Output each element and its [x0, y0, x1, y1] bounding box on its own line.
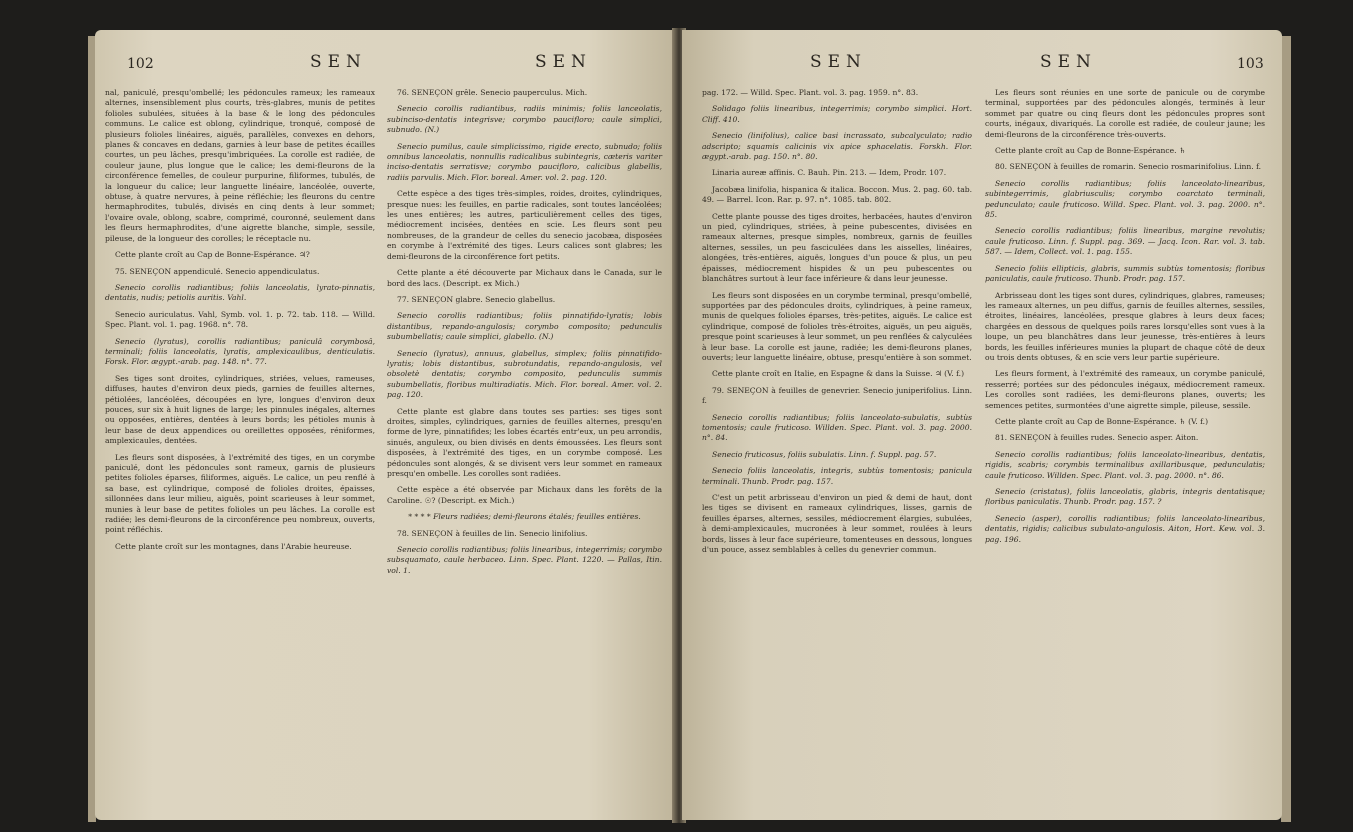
paragraph: Senecio foliis ellipticis, glabris, summis subtùs tomentosis; floribus paniculatis, caule fruticoso. Thunb. Prodr. pag. 157.	[985, 263, 1265, 284]
left-page-number: 102	[127, 56, 154, 72]
paragraph: Senecio (asper), corollis radiantibus; foliis lanceolato-linearibus, dentatis, rigidis; calicibus subulato-angulosis. Aiton, Hort. Kew. vol. 3. pag. 196.	[985, 513, 1265, 544]
paragraph: Cette plante a été découverte par Michaux dans le Canada, sur le bord des lacs. (Descript. ex Mich.)	[387, 268, 662, 288]
paragraph: Cette espèce a des tiges très-simples, roides, droites, cylindriques, presque nues: les feuilles, en partie radicales, sont toutes lancéolées; les unes entières; les autres, particulièrement celles des tiges, médiocrement incisées, dentées en scie. Les fleurs sont peu nombreuses, de la grandeur de celles du senecio jacobæa, disposées en corymbe à l'extrémité des tiges. Leurs calices sont glabres; les demi-fleurons de la circonférence fort petits.	[387, 189, 662, 261]
right-column-2	[985, 88, 1265, 551]
paragraph: Les fleurs forment, à l'extrémité des rameaux, un corymbe paniculé, resserré; portées sur des pédoncules inégaux, médiocrement rameux. Les corolles sont radiées, les demi-fleurons planes, ouverts; les semences petites, surmontées d'une aigrette simple, pileuse, sessile.	[985, 369, 1265, 410]
entry-heading: 81. SENEÇON à feuilles rudes. Senecio asper. Aiton.	[995, 433, 1199, 443]
paragraph: Senecio auriculatus. Vahl, Symb. vol. 1. p. 72. tab. 118. — Willd. Spec. Plant. vol. 1. pag. 1968. n°. 78.	[105, 309, 375, 330]
paragraph: Senecio fruticosus, foliis subulatis. Linn. f. Suppl. pag. 57.	[712, 449, 937, 459]
paragraph: Ses tiges sont droites, cylindriques, striées, velues, rameuses, diffuses, hautes d'environ deux pieds, garnies de feuilles alternes, pétiolées, lancéolées, découpées en lyre, longues d'environ deux pouces, sur six à huit lignes de large; les pinnules inégales, alternes ou opposées, entières, dentées à leurs bords; les pétioles munis à leur base de deux appendices ou oreillettes opposées, réniformes, amplexicaules, dentées.	[105, 373, 375, 446]
entry-heading: 79. SENEÇON à feuilles de genevrier. Senecio juniperifolius. Linn. f.	[702, 385, 972, 406]
left-column-1	[105, 88, 375, 558]
right-page-edges	[1281, 36, 1291, 822]
paragraph: Senecio corollis radiantibus; foliis lanceolatis, lyrato-pinnatis, dentatis, nudis; petiolis auritis. Vahl.	[105, 282, 375, 303]
paragraph: Senecio corollis radiantibus; foliis lanceolato-subulatis, subtùs tomentosis; caule fruticoso. Willden. Spec. Plant. vol. 3. pag. 2000. n°. 84.	[702, 412, 972, 443]
paragraph: Senecio pumilus, caule simplicissimo, rigide erecto, subnudo; foliis omnibus lanceolatis, nonnullis radicalibus subintegris, cæteris variter inciso-dentatis serratisve; corymbo paucifloro, calicibus glabellis, radiis parvulis. Mich. Flor. boreal. Amer. vol. 2. pag. 120.	[387, 141, 662, 182]
entry-heading: 75. SENEÇON appendiculé. Senecio appendiculatus.	[115, 266, 320, 276]
paragraph: Cette plante croît au Cap de Bonne-Espérance. ♄	[995, 146, 1186, 156]
paragraph: Cette espèce a été observée par Michaux dans les forêts de la Caroline. ☉? (Descript. ex Mich.)	[387, 485, 662, 505]
paragraph: Senecio (lyratus), corollis radiantibus; paniculâ corymbosâ, terminali; foliis lanceolatis, lyratis, amplexicaulibus, denticulatis. Forsk. Flor. ægypt.-arab. pag. 148. n°. 77.	[105, 336, 375, 367]
paragraph: Senecio corollis radiantibus, radiis minimis; foliis lanceolatis, subinciso-dentatis integrisve; corymbo paucifloro; caule simplici, subnudo. (N.)	[387, 104, 662, 135]
entry-heading: 78. SENEÇON à feuilles de lin. Senecio linifolius.	[397, 528, 588, 538]
paragraph: Solidago foliis linearibus, integerrimis; corymbo simplici. Hort. Cliff. 410.	[702, 104, 972, 124]
paragraph: Senecio corollis radiantibus; foliis linearibus, integerrimis; corymbo subsquamato, caule herbaceo. Linn. Spec. Plant. 1220. — Pallas, Itin. vol. 1.	[387, 545, 662, 575]
paragraph: Jacobæa linifolia, hispanica & italica. Boccon. Mus. 2. pag. 60. tab. 49. — Barrel. Icon. Rar. p. 97. n°. 1085. tab. 802.	[702, 184, 972, 205]
paragraph: Cette plante croît en Italie, en Espagne & dans la Suisse. ♃ (V. f.)	[712, 369, 965, 379]
paragraph: Cette plante croît au Cap de Bonne-Espérance. ♃?	[115, 250, 310, 260]
right-page	[682, 30, 1282, 820]
paragraph: Les fleurs sont disposées, à l'extrémité des tiges, en un corymbe paniculé, dont les pédoncules sont rameux, garnis de plusieurs petites folioles éparses, filiformes, aiguës. Le calice, un peu renflé à sa base, est cylindrique, composé de folioles droites, épaisses, sillonnées dans leur milieu, aiguës, point scarieuses à leur sommet, munies à leur base de petites folioles un peu lâches. La corolle est radiée; les demi-fleurons de la circonférence peu nombreux, ouverts, point réfléchis.	[105, 452, 375, 535]
paragraph: nal, paniculé, presqu'ombellé; les pédoncules rameux; les rameaux alternes, insensiblement plus courts, très-glabres, munis de petites folioles subulées, situées à la base & le long des pédoncules communs. Le calice est oblong, cylindrique, tronqué, composé de plusieurs folioles linéaires, aiguës, parallèles, convexes en dehors, planes & concaves en dedans, garnies à leur base de petites écailles courtes, un peu lâches, presqu'imbriquées. La corolle est radiée, de couleur jaune, plus longue que le calice; les demi-fleurons de la circonférence femelles, de couleur purpurine, filiformes, tubulés, de la longueur du calice; leur languette linéaire, lancéolée, ouverte, obtuse, à quatre nervures, à peine réfléchie; les fleurons du centre hermaphrodites, tubulés, divisés en cinq dents à leur sommet; l'ovaire ovale, oblong, scabre, comprimé, couronné, seulement dans les fleurs hermaphrodites, d'une aigrette blanche, simple, sessile, pileuse, de la longueur des corolles; le réceptacle nu.	[105, 88, 375, 243]
right-column-1	[702, 88, 972, 561]
entry-heading: 77. SENEÇON glabre. Senecio glabellus.	[397, 294, 556, 304]
paragraph: Senecio corollis radiantibus; foliis lanceolato-linearibus, subintegerrimis, glabriusculis; corymbo coarctato terminali, pedunculato; caule fruticoso. Willd. Spec. Plant. vol. 3. pag. 2000. n°. 85.	[985, 178, 1265, 220]
paragraph: Senecio (cristatus), foliis lanceolatis, glabris, integris dentatisque; floribus paniculatis. Thunb. Prodr. pag. 157. ?	[985, 487, 1265, 507]
paragraph: Cette plante est glabre dans toutes ses parties: ses tiges sont droites, simples, cylindriques, garnies de feuilles alternes, presqu'en forme de lyre, pinnatifides; les lobes écartés entr'eux, un peu arrondis, sinués, anguleux, ou bien divisés en dents émoussées. Les fleurs sont disposées, à l'extrémité des tiges, en un corymbe composé. Les pédoncules sont alongés, & se divisent vers leur sommet en rameaux presqu'en ombelle. Les corolles sont radiées.	[387, 406, 662, 478]
paragraph: Senecio (linifolius), calice basi incrassato, subcalyculato; radio adscripto; squamis calicinis vix apice sphacelatis. Forskh. Flor. ægypt.-arab. pag. 150. n°. 80.	[702, 131, 972, 162]
left-running-head-1: SEN	[310, 52, 367, 72]
paragraph: Arbrisseau dont les tiges sont dures, cylindriques, glabres, rameuses; les rameaux alternes, un peu diffus, garnis de feuilles alternes, sessiles, étroites, linéaires, lancéolées, presque glabres à leurs deux faces; chargées en dessous de quelques poils rares lorsqu'elles sont vues à la loupe, un peu blanchâtres dans leur jeunesse, très-entières à leurs bords, les feuilles inférieures munies la plupart de chaque côté de deux ou trois dents obtuses, & en scie vers leur partie supérieure.	[985, 290, 1265, 362]
right-running-head-2: SEN	[1040, 52, 1097, 72]
entry-heading: 76. SENEÇON grêle. Senecio pauperculus. Mich.	[397, 88, 588, 97]
paragraph: Senecio (lyratus), annuus, glabellus, simplex; foliis pinnatifido-lyratis; lobis distantibus, subrotundatis, repando-angulosis, vel obsoletè dentatis; corymbo composito, pedunculis summis subumbellatis, floribus multiradiatis. Mich. Flor. boreal. Amer. vol. 2. pag. 120.	[387, 348, 662, 400]
entry-heading: 80. SENEÇON à feuilles de romarin. Senecio rosmarinifolius. Linn. f.	[995, 162, 1262, 172]
paragraph: Cette plante croît sur les montagnes, dans l'Arabie heureuse.	[115, 541, 352, 551]
paragraph: Senecio foliis lanceolatis, integris, subtùs tomentosis; panicula terminali. Thunb. Prodr. pag. 157.	[702, 466, 972, 486]
paragraph: Cette plante pousse des tiges droites, herbacées, hautes d'environ un pied, cylindriques, striées, à peine pubescentes, divisées en rameaux alternes, presque simples, nombreux, garnis de feuilles alternes, sessiles, un peu fasciculées dans les aisselles, linéaires, alongées, très-entières, aiguës, longues d'un pouce & plus, un peu épaisses, médiocrement hispides & un peu pubescentes ou blanchâtres surtout à leur face inférieure & dans leur jeunesse.	[702, 211, 972, 284]
paragraph: Les fleurs sont disposées en un corymbe terminal, presqu'ombellé, supportées par des pédoncules droits, cylindriques, à peine rameux, munis de quelques folioles éparses, très-petites, aiguës. Le calice est cylindrique, composé de folioles très-étroites, aiguës, un peu aiguës, presque point scarieuses à leur sommet, un peu renflées & calyculées à leur base. La corolle est jaune, radiée; les demi-fleurons planes, ouverts; leur languette linéaire, obtuse, presqu'entière à son sommet.	[702, 290, 972, 362]
left-page	[95, 30, 675, 820]
paragraph: Linaria aureæ affinis. C. Bauh. Pin. 213. — Idem, Prodr. 107.	[712, 168, 947, 178]
paragraph: Senecio corollis radiantibus; foliis pinnatifido-lyratis; lobis distantibus, repando-angulosis; corymbo composito; pedunculis subumbellatis; caule simplici, glabello. (N.)	[387, 311, 662, 342]
right-page-number: 103	[1237, 56, 1264, 72]
paragraph: Les fleurs sont réunies en une sorte de panicule ou de corymbe terminal, supportées par des pédoncules alongés, terminés à leur sommet par quatre ou cinq fleurs dont les pédoncules propres sont courts, inégaux, divariqués. La corolle est radiée, de couleur jaune; les demi-fleurons de la circonférence très-ouverts.	[985, 88, 1265, 139]
paragraph: C'est un petit arbrisseau d'environ un pied & demi de haut, dont les tiges se divisent en rameaux cylindriques, lisses, garnis de feuilles éparses, alternes, sessiles, médiocrement élargies, subulées, à demi-amplexicaules, mucronées à leur sommet, roulées à leurs bords, lisses à leur face supérieure, tomenteuses en dessous, longues d'un pouce, assez semblables à celles du genevrier commun.	[702, 493, 972, 555]
left-column-2	[387, 88, 662, 582]
left-running-head-2: SEN	[535, 52, 592, 72]
paragraph: Senecio corollis radiantibus; foliis lanceolato-linearibus, dentatis, rigidis, scabris; corymbis terminalibus axillaribusque, pedunculatis; caule fruticoso. Willden. Spec. Plant. vol. 3. pag. 2000. n°. 86.	[985, 449, 1265, 480]
paragraph: Senecio corollis radiantibus; foliis linearibus, margine revolutis; caule fruticoso. Linn. f. Suppl. pag. 369. — Jacq. Icon. Rar. vol. 3. tab. 587. — Idem, Collect. vol. 1. pag. 155.	[985, 226, 1265, 257]
paragraph: Cette plante croît au Cap de Bonne-Espérance. ♄ (V. f.)	[995, 416, 1209, 426]
section-heading: * * * * Fleurs radiées; demi-fleurons étalés; feuilles entières.	[408, 512, 641, 522]
right-running-head-1: SEN	[810, 52, 867, 72]
paragraph: pag. 172. — Willd. Spec. Plant. vol. 3. pag. 1959. n°. 83.	[702, 88, 919, 97]
